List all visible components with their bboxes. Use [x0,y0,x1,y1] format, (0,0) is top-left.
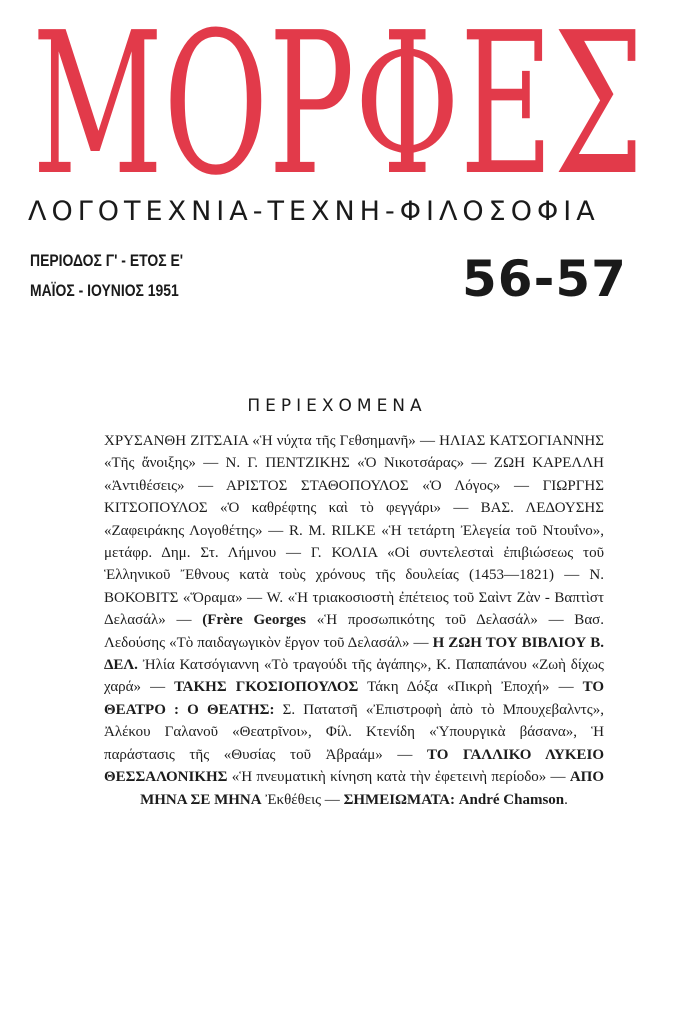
section-heading: ΤΑΚΗΣ ΓΚΟΣΙΟΠΟΥΛΟΣ [174,679,359,696]
contents-text: «Ἡ προσωπικότης τοῦ Δελασάλ» — Βασ. Λεδούσης «Τὸ παιδαγωγικὸν ἔργον τοῦ Δελασάλ» — [104,612,605,651]
contents-text: . [564,791,568,808]
period-line-1: ΠΕΡΙΟΔΟΣ Γ' - ΕΤΟΣ Ε' [30,251,184,270]
contents-bold: (Frère Georges [202,612,306,629]
section-heading: ΤΟ ΓΑΛΛΙΚΟ ΛΥΚΕΙΟ ΘΕΣΣΑΛΟΝΙΚΗΣ [104,746,604,786]
contents-text: Ἐκθέθεις — [261,791,344,808]
section-heading: ΣΗΜΕΙΩΜΑΤΑ: André Chamson [343,791,565,808]
contents-text: ΧΡΥΣΑΝΘΗ ΖΙΤΣΑΙΑ «Ἡ νύχτα τῆς Γεθσημανῆ» — ΗΛΙΑΣ ΚΑΤΣΟΓΙΑΝΝΗΣ «Τῆς ἄνοιξης» — Ν. Γ. ΠΕΝΤΖΙΚΗΣ «Ὁ Νικοτσάρας» — ΖΩΗ ΚΑΡΕΛΛΗ «Ἀντιθέσεις» — ΑΡΙΣΤΟΣ ΣΤΑΘΟΠΟΥΛΟΣ «Ὁ Λόγος» — ΓΙΩΡΓΗΣ ΚΙΤΣΟΠΟΥΛΟΣ «Ὁ καθρέφτης καὶ τὸ φεγγάρι» — ΒΑΣ. ΛΕΔΟΥΣΗΣ «Ζαφειράκης Λογοθέτης» — R. M. RILKE «Ἡ τετάρτη Ἐλεγεία τοῦ Ντουΐνο», μετάφρ. Δημ. Στ. Λήμνου — Γ. ΚΟΛΙΑ «Οἱ συντελεσταὶ ἐπιβιώσεως τοῦ Ἑλληνικοῦ Ἔθνους κατὰ τοὺς χρόνους τῆς δουλείας (1453—1821) — Ν. ΒΟΚΟΒΙΤΣ «Ὅραμα» — W. «Ἡ τριακοσιοστὴ ἐπέτειος τοῦ Σαὶντ Ζὰν - Βαπτὶστ Δελασάλ» — [104,433,604,629]
issue-number: 56-57 [462,250,627,308]
section-heading: ΑΠΟ ΜΗΝΑ ΣΕ ΜΗΝΑ [140,769,604,808]
issue-period [30,246,183,306]
masthead-title [28,22,648,180]
contents-text: Ἠλία Κατσόγιαννη «Τὸ τραγούδι τῆς ἀγάπης», Κ. Παπαπάνου «Ζωὴ δίχως χαρά» — [104,657,604,696]
contents-text: Σ. Πατατσῆ «Ἐπιστροφὴ ἀπὸ τὸ Μπουχεβαλντς», Ἀλέκου Γαλανοῦ «Θεατρῖνοι», Φίλ. Κτενίδη «Ὑπουργικὰ βάσανα», Ἡ παράστασις τῆς «Θυσίας τοῦ Ἀβραάμ» — [104,701,604,763]
period-line-2: ΜΑΪΟΣ - ΙΟΥΝΙΟΣ 1951 [30,281,179,300]
section-heading: ΤΟ ΘΕΑΤΡΟ : Ο ΘΕΑΤΗΣ: [104,679,605,718]
subtitle: ΛΟΓΟΤΕΧΝΙΑ-ΤΕΧΝΗ-ΦΙΛΟΣΟΦΙΑ [28,196,600,227]
section-heading: Η ΖΩΗ ΤΟΥ ΒΙΒΛΙΟΥ Β. ΔΕΛ. [104,634,604,674]
contents-heading: ΠΕΡΙΕΧΟΜΕΝΑ [247,396,427,416]
contents-text: «Ἡ πνευματικὴ κίνηση κατὰ τὴν ἐφετεινὴ περίοδο» — [227,769,570,786]
table-of-contents [104,430,604,811]
contents-text: Τάκη Δόξα «Πικρὴ Ἐποχή» — [358,679,583,696]
masthead-title-text: ΜΟΡΦΕΣ [32,22,644,180]
